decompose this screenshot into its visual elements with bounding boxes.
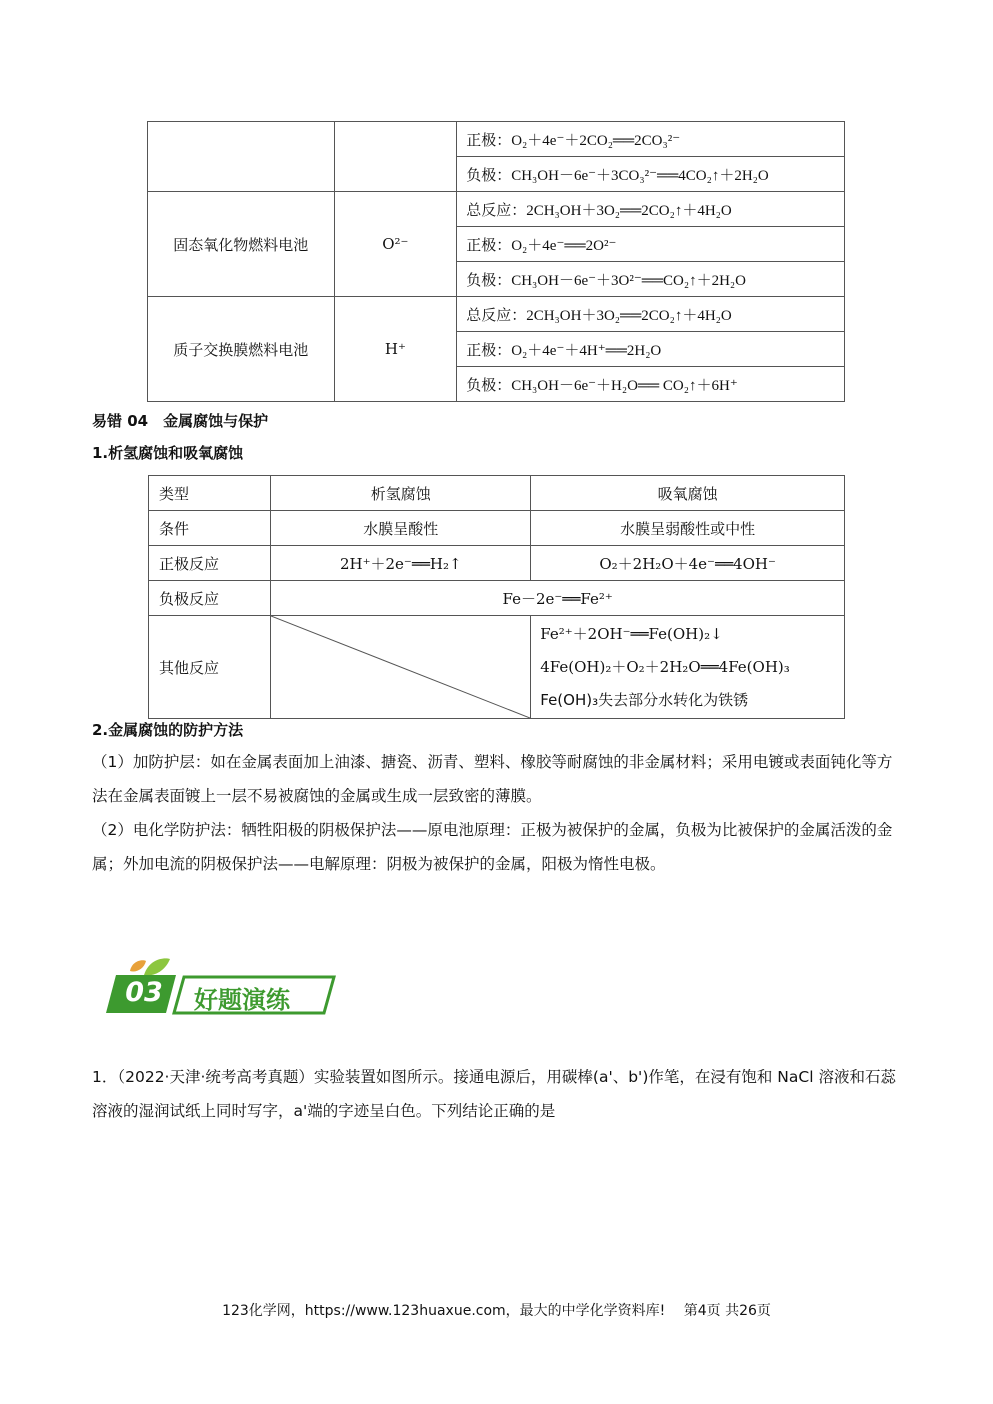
table-cell: 2H⁺＋2e⁻══H₂↑	[271, 546, 531, 581]
row-label: 正极反应	[149, 546, 271, 581]
page-footer: 123化学网，https://www.123huaxue.com，最大的中学化学资料库! 第4页 共26页	[222, 1303, 771, 1319]
equation-cell: 负极：CH₃OH－6e⁻＋3CO₃²⁻══4CO₂↑＋2H₂O	[457, 157, 845, 192]
table-cell: Fe－2e⁻══Fe²⁺	[271, 581, 845, 616]
diagonal-line	[271, 616, 530, 718]
other-reactions	[531, 616, 845, 719]
cell-name: 固态氧化物燃料电池	[148, 192, 335, 297]
subsection-title: 2.金属腐蚀的防护方法	[92, 721, 244, 739]
section-banner	[104, 955, 336, 1017]
header-type: 类型	[149, 476, 271, 511]
equation-cell: 正极：O₂＋4e⁻＋4H⁺══2H₂O	[457, 332, 845, 367]
subsection-title: 1.析氢腐蚀和吸氧腐蚀	[92, 444, 244, 462]
empty-cell	[148, 122, 335, 192]
equation-cell: 负极：CH₃OH－6e⁻＋H₂O══ CO₂↑＋6H⁺	[457, 367, 845, 402]
empty-cell	[334, 122, 457, 192]
diagonal-cell	[271, 616, 531, 719]
header-hydrogen: 析氢腐蚀	[271, 476, 531, 511]
fuel-cell-table	[147, 121, 845, 402]
equation-cell: 正极：O₂＋4e⁻══2O²⁻	[457, 227, 845, 262]
table-cell: O₂＋2H₂O＋4e⁻══4OH⁻	[531, 546, 845, 581]
header-oxygen: 吸氧腐蚀	[531, 476, 845, 511]
equation-cell: 总反应：2CH₃OH＋3O₂══2CO₂↑＋4H₂O	[457, 297, 845, 332]
equation-cell: 正极：O₂＋4e⁻＋2CO₂══2CO₃²⁻	[457, 122, 845, 157]
banner-number: 03	[125, 977, 163, 1008]
section-title: 易错 04 金属腐蚀与保护	[92, 412, 269, 430]
reaction-line: Fe(OH)₃失去部分水转化为铁锈	[540, 690, 749, 709]
table-cell: 水膜呈酸性	[271, 511, 531, 546]
banner-title: 好题演练	[194, 986, 290, 1014]
row-label: 其他反应	[149, 616, 271, 719]
equation-cell: 总反应：2CH₃OH＋3O₂══2CO₂↑＋4H₂O	[457, 192, 845, 227]
row-label: 条件	[149, 511, 271, 546]
question-text: 1．（2022·天津·统考高考真题）实验装置如图所示。接通电源后，用碳棒(a'、b')作笔，在浸有饱和 NaCl 溶液和石蕊溶液的湿润试纸上同时写字，a'端的字迹呈白色。下列结论正确的是	[92, 1068, 896, 1120]
reaction-line: Fe²⁺＋2OH⁻══Fe(OH)₂↓	[540, 624, 723, 643]
row-label: 负极反应	[149, 581, 271, 616]
paragraph: （1）加防护层：如在金属表面加上油漆、搪瓷、沥青、塑料、橡胶等耐腐蚀的非金属材料；采用电镀或表面钝化等方法在金属表面镀上一层不易被腐蚀的金属或生成一层致密的薄膜。	[92, 753, 893, 805]
equation-cell: 负极：CH₃OH－6e⁻＋3O²⁻══CO₂↑＋2H₂O	[457, 262, 845, 297]
reaction-line: 4Fe(OH)₂＋O₂＋2H₂O══4Fe(OH)₃	[540, 657, 790, 676]
cell-name: 质子交换膜燃料电池	[148, 297, 335, 402]
corrosion-table	[148, 475, 845, 719]
paragraph: （2）电化学防护法：牺牲阳极的阴极保护法——原电池原理：正极为被保护的金属，负极为比被保护的金属活泼的金属；外加电流的阴极保护法——电解原理：阴极为被保护的金属，阳极为惰性电极。	[92, 821, 893, 873]
ion-cell: O²⁻	[334, 192, 457, 297]
ion-cell: H⁺	[334, 297, 457, 402]
table-cell: 水膜呈弱酸性或中性	[531, 511, 845, 546]
